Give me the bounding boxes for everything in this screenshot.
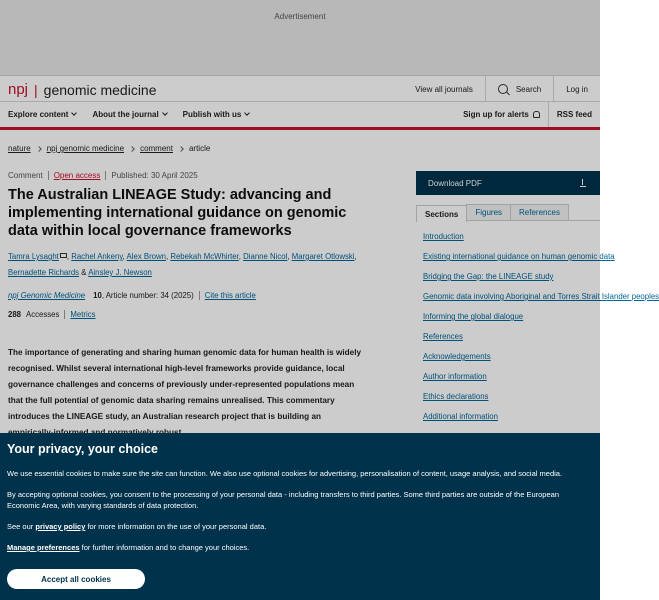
breadcrumb-current: article <box>188 144 211 153</box>
tab-figures[interactable]: Figures <box>466 204 511 220</box>
breadcrumb-journal[interactable]: npj genomic medicine <box>46 144 125 153</box>
section-link[interactable]: References <box>423 332 463 341</box>
journal-name: genomic medicine <box>43 81 157 98</box>
section-link[interactable]: Acknowledgements <box>423 352 491 361</box>
article-title: The Australian LINEAGE Study: advancing and implementing international guidance on genomic data within local governance frameworks <box>8 187 347 239</box>
author-link[interactable]: Rachel Ankeny <box>71 252 123 261</box>
cookie-paragraph: We use essential cookies to make sure the site can function. We also use optional cookies for advertising, personalisation of content, usage analysis, and social media. <box>7 469 563 478</box>
published-date: Published: 30 April 2025 <box>111 171 198 180</box>
tab-references[interactable]: References <box>510 204 569 220</box>
author-link[interactable]: Dianne Nicol <box>243 252 288 261</box>
advertisement-label: Advertisement <box>274 12 326 21</box>
author-link[interactable]: Alex Brown <box>126 252 166 261</box>
abstract-text: The importance of generating and sharing human genomic data for human health is widely recognised. Whilst several international high-level frameworks provide guidance, local governance challenges and concerns of previously under-represented populations mean that the full potential of genomic data sharing remains unrealised. This commentary introduces the LINEAGE study, an Australian research project that is building an <box>8 348 362 421</box>
accept-all-cookies-button[interactable]: Accept all cookies <box>7 569 145 589</box>
metrics-link[interactable]: Metrics <box>70 310 96 319</box>
privacy-policy-link[interactable]: privacy policy <box>35 522 86 531</box>
author-link[interactable]: Ainsley J. Newson <box>88 268 152 277</box>
accesses-label: Accesses <box>26 310 60 319</box>
open-access-link[interactable]: Open access <box>53 171 101 180</box>
cookie-banner-title: Your privacy, your choice <box>7 442 158 456</box>
section-link[interactable]: Introduction <box>423 232 464 241</box>
volume-number: 10 <box>93 291 102 300</box>
view-all-journals-link[interactable]: View all journals <box>415 84 473 94</box>
cookie-consent-banner <box>0 433 600 600</box>
section-link[interactable]: Existing international guidance on human genomic data <box>423 252 615 261</box>
tab-sections[interactable]: Sections <box>416 205 467 222</box>
cookie-paragraph: See our privacy policy for more information on the use of your personal data. <box>7 522 267 531</box>
accesses-count: 288 <box>8 310 22 319</box>
author-link[interactable]: Tamra Lysaght <box>8 252 59 261</box>
section-link[interactable]: Author information <box>423 372 487 381</box>
explore-content-label: Explore content <box>8 110 69 119</box>
author-link[interactable]: Margaret Otlowski <box>291 252 355 261</box>
rss-feed-link[interactable]: RSS feed <box>548 102 600 127</box>
about-journal-label: About the journal <box>92 110 159 119</box>
breadcrumb-comment[interactable]: comment <box>140 144 173 153</box>
section-link[interactable]: Informing the global dialogue <box>423 312 524 321</box>
author-list: Tamra Lysaght , Rachel Ankeny, Alex Brown, Rebekah McWhirter, Dianne Nicol, Margaret Otlowski, Bernadette Richards & Ainsley J. Newson <box>8 252 357 277</box>
cookie-paragraph: By accepting optional cookies, you consent to the processing of your personal data - including transfers to third parties. Some third parties are outside of the European Economic Area, with varying standards of data protection. <box>7 490 559 510</box>
article-number: , Article number: 34 (2025) <box>101 291 194 300</box>
alerts-label: Sign up for alerts <box>463 110 529 119</box>
breadcrumb-nature[interactable]: nature <box>8 144 31 153</box>
manage-preferences-link[interactable]: Manage preferences <box>7 543 80 552</box>
section-link[interactable]: Ethics declarations <box>423 392 489 401</box>
login-link[interactable]: Log in <box>553 76 600 102</box>
logo-divider: | <box>34 81 38 98</box>
author-link[interactable]: Bernadette Richards <box>8 268 80 277</box>
article-type: Comment <box>8 171 43 180</box>
download-pdf-label: Download PDF <box>428 178 482 188</box>
publish-label: Publish with us <box>182 110 242 119</box>
cite-article-link[interactable]: Cite this article <box>204 291 256 300</box>
npj-logo-text: npj <box>8 81 29 98</box>
section-link[interactable]: Additional information <box>423 412 498 421</box>
search-label: Search <box>515 84 542 94</box>
section-link[interactable]: Bridging the Gap: the LINEAGE study <box>423 272 554 281</box>
cookie-paragraph: Manage preferences for further information and to change your choices. <box>7 543 250 552</box>
journal-link[interactable]: npj Genomic Medicine <box>8 291 86 300</box>
author-link[interactable]: Rebekah McWhirter <box>170 252 239 261</box>
section-link[interactable]: Genomic data involving Aboriginal and Torres Strait Islander peoples <box>423 292 659 301</box>
